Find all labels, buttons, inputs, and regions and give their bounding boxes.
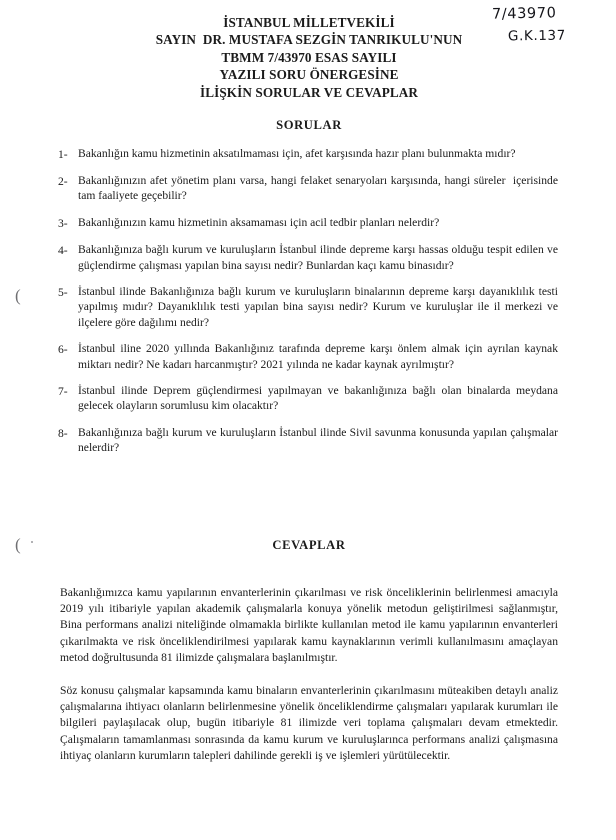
question-number: 6- [58, 342, 68, 356]
question-number: 8- [58, 426, 68, 440]
question-item [58, 242, 561, 272]
question-text: İstanbul ilinde Deprem güçlendirmesi yapılmayan ve bakanlığınıza bağlı olan binalarda meydana gelecek olayların sorumlusu kim olacaktır? [78, 384, 561, 413]
question-number: 4- [58, 243, 68, 257]
title-line-3: TBMM 7/43970 ESAS SAYILI [221, 49, 397, 65]
question-number: 2- [58, 174, 68, 188]
question-item [58, 284, 561, 330]
answers-body [60, 585, 561, 781]
margin-speck [31, 541, 33, 543]
title-line-1: İSTANBUL MİLLETVEKİLİ [223, 15, 395, 30]
answers-section-heading: CEVAPLAR [272, 538, 346, 552]
title-line-2: SAYIN DR. MUSTAFA SEZGİN TANRIKULU'NUN [155, 32, 463, 48]
question-number: 7- [58, 384, 68, 398]
question-text: Bakanlığın kamu hizmetinin aksatılmaması için, afet karşısında hazır planı bulunmakta mıdır? [78, 147, 516, 160]
question-number: 1- [58, 147, 68, 161]
question-item [58, 215, 558, 231]
document-title-block [60, 14, 558, 101]
question-text: Bakanlığınıza bağlı kurum ve kuruluşların İstanbul ilinde Sivil savunma konusunda yapılan çalışmalar nelerdir? [78, 426, 561, 455]
handwritten-gk-number: G.K.137 [507, 27, 566, 45]
answer-paragraph: Bakanlığımızca kamu yapılarının envanterlerinin çıkarılması ve risk önceliklerinin belirlenmesi amacıyla 2019 yılı itibariyle yapılan akademik çalışmalarla konuya yönelik metodun geliştirilmesi sağlanmıştır, Bina performans analizi niteliğinde olmamakla birlikte kullanılan metod ile kamu yapılarının envanterleri çıkarılmakta ve risk önceliklendirilmesi yapılarak kamu kaynaklarının verimli kullanılmasını amaçlayan metod doğrultusunda 81 ilimizde çalışmalara başlanılmıştır. [60, 586, 561, 664]
question-item [58, 173, 561, 203]
margin-mark-answers: ( [15, 535, 21, 554]
question-text: İstanbul ilinde Bakanlığınıza bağlı kurum ve kuruluşların binalarının depreme karşı dayanıklılık testi yapılmış mıdır? Dayanıklılık testi yapılan bina sayısı nedir? Kurum ve kuruluşlar ile il merkezi ve ilçelere göre dağılımı nedir? [78, 285, 561, 329]
question-item [58, 425, 561, 455]
question-text: Bakanlığınıza bağlı kurum ve kuruluşların İstanbul ilinde depreme karşı hassas olduğu tespit edilen ve güçlendirme çalışması yapılan bina sayısı nedir? Bunlardan kaçı kamu binasıdır? [78, 243, 561, 272]
questions-section-heading: SORULAR [276, 118, 342, 132]
title-line-5: İLİŞKİN SORULAR VE CEVAPLAR [199, 84, 419, 100]
question-text: Bakanlığınızın kamu hizmetinin aksamaması için acil tedbir planları nelerdir? [78, 216, 440, 230]
question-text: İstanbul iline 2020 yıllında Bakanlığınız tarafında depreme karşı önlem almak için ayrılan kaynak miktarı nedir? Ne kadarı harcanmıştır? 2021 yılında ne kadar kaynak ayrılmıştır? [78, 342, 561, 371]
question-item [58, 383, 561, 413]
title-line-4: YAZILI SORU ÖNERGESİNE [219, 67, 399, 83]
question-item [58, 146, 558, 162]
answer-paragraph: Söz konusu çalışmalar kapsamında kamu binaların envanterlerinin çıkarılmasını müteakiben detaylı analiz çalışmalarına ihtiyacı olanların belirlenmesine yönelik önceliklendirme çalışmaları yapılarak kurumları ile bilgileri paylaşılacak olup, bugün itibariyle 81 ilimizde veri toplama çalışmaları devam etmektedir. Çalışmaların tamamlanması sonrasında da kamu kurum ve kuruluşlarınca performans analizi çalışmasına ihtiyaç olanların kurumların talepleri dahilinde gerekli iş ve işlemleri yürütülecektir. [60, 684, 561, 762]
handwritten-reference-number: 7/43970 [491, 5, 557, 23]
question-number: 5- [58, 285, 68, 299]
question-item [58, 341, 561, 371]
question-text: Bakanlığınızın afet yönetim planı varsa, hangi felaket senaryoları karşısında, hangi süreler içerisinde tam faaliyete geçebilir? [78, 174, 561, 203]
question-number: 3- [58, 216, 68, 230]
questions-list [58, 146, 561, 467]
margin-mark-question-4: ( [15, 286, 21, 305]
